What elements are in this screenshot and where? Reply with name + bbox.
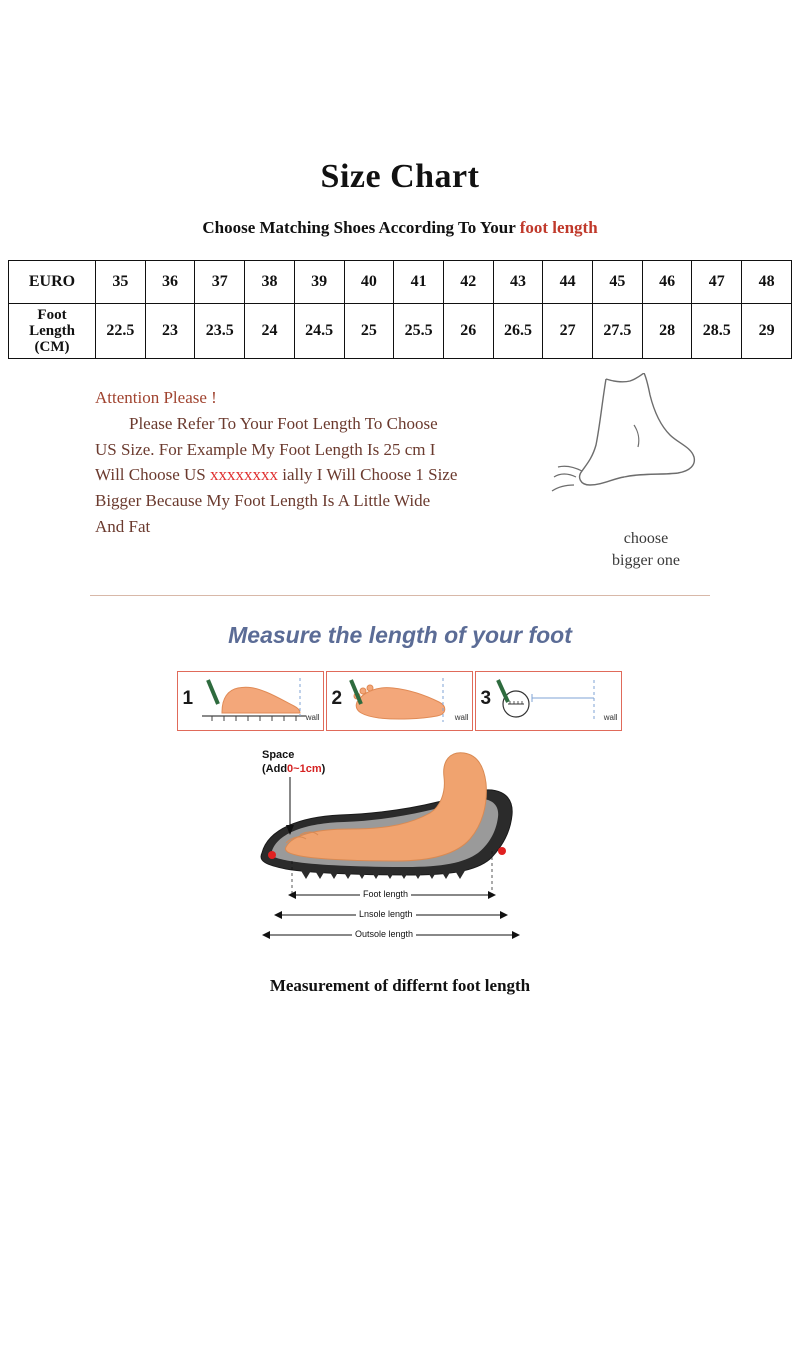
row-header-line1: Foot	[37, 306, 67, 323]
table-cell: 36	[145, 261, 195, 304]
row-header-line2: Length	[29, 322, 75, 339]
attention-redacted-size: xxxxxxxx	[210, 465, 279, 485]
measure-steps	[0, 671, 800, 731]
subtitle-prefix: Choose Matching Shoes According To Your	[202, 218, 520, 237]
table-cell: 41	[394, 261, 444, 304]
page-subtitle	[0, 218, 800, 238]
table-cell: 38	[245, 261, 295, 304]
table-cell: 28.5	[692, 304, 742, 359]
measure-step-3	[475, 671, 622, 731]
attention-line-1: Please Refer To Your Foot Length To Choose	[129, 413, 438, 433]
measure-step-2	[326, 671, 473, 731]
table-cell: 45	[593, 261, 643, 304]
wall-label: wall	[454, 713, 469, 722]
dimension-label-foot-length: Foot length	[360, 889, 411, 899]
subtitle-highlight: foot length	[519, 218, 598, 237]
diagram-caption: Measurement of differnt foot length	[269, 976, 531, 995]
shoe-foot-svg	[0, 743, 800, 958]
table-cell: 42	[443, 261, 493, 304]
attention-heading: Attention Please !	[95, 388, 217, 407]
table-cell: 27.5	[593, 304, 643, 359]
table-cell: 23.5	[195, 304, 245, 359]
dimension-label-outsole-length: Outsole length	[352, 929, 416, 939]
section-divider	[90, 595, 710, 596]
row-header-line3: (CM)	[34, 339, 70, 356]
attention-line-3	[95, 462, 565, 488]
choose-caption-line1: choose	[623, 530, 669, 547]
table-cell: 40	[344, 261, 394, 304]
page-title: Size Chart	[320, 158, 480, 195]
measure-step-1	[177, 671, 324, 731]
foot-outline-icon	[550, 373, 720, 518]
dimension-label-insole-length: Lnsole length	[356, 909, 416, 919]
table-cell: 48	[742, 261, 792, 304]
attention-text	[95, 385, 565, 540]
table-cell: 39	[294, 261, 344, 304]
step-number: 3	[480, 688, 492, 709]
table-cell: 27	[543, 304, 593, 359]
row-header-foot-length	[9, 304, 96, 359]
measure-section-title: Measure the length of your foot	[228, 622, 572, 648]
table-cell: 24	[245, 304, 295, 359]
attention-block	[0, 385, 800, 585]
choose-bigger-caption	[576, 528, 716, 571]
step-number: 1	[182, 688, 194, 709]
table-cell: 43	[493, 261, 543, 304]
space-label-line1: Space	[262, 749, 295, 761]
table-cell: 23	[145, 304, 195, 359]
size-table-container	[8, 260, 792, 359]
table-cell: 37	[195, 261, 245, 304]
size-chart-page	[0, 158, 800, 1358]
table-cell: 26	[443, 304, 493, 359]
wall-label: wall	[603, 713, 618, 722]
table-cell: 28	[642, 304, 692, 359]
attention-line-2: US Size. For Example My Foot Length Is 25 cm I	[95, 439, 436, 459]
table-cell: 26.5	[493, 304, 543, 359]
table-cell: 35	[96, 261, 146, 304]
space-label-suffix: )	[321, 762, 326, 775]
row-header-euro: EURO	[9, 261, 96, 304]
attention-line-3b: ially I Will Choose 1 Size	[278, 465, 458, 485]
table-cell: 29	[742, 304, 792, 359]
attention-line-3a: Will Choose US	[95, 465, 211, 485]
table-cell: 44	[543, 261, 593, 304]
foot-measurement-diagram	[0, 743, 800, 958]
size-table	[8, 260, 792, 359]
table-cell: 24.5	[294, 304, 344, 359]
space-label-value: 0~1cm	[287, 762, 322, 775]
table-row-foot-length	[9, 304, 792, 359]
choose-caption-line2: bigger one	[612, 551, 680, 569]
table-cell: 25	[344, 304, 394, 359]
table-cell: 22.5	[96, 304, 146, 359]
attention-line-5: And Fat	[95, 517, 151, 537]
table-cell: 25.5	[394, 304, 444, 359]
space-label-prefix: (Add	[262, 762, 288, 775]
step-number: 2	[331, 688, 343, 709]
wall-label: wall	[305, 713, 320, 722]
table-cell: 46	[642, 261, 692, 304]
table-cell: 47	[692, 261, 742, 304]
attention-line-4: Bigger Because My Foot Length Is A Little Wide	[95, 491, 431, 511]
table-row-euro	[9, 261, 792, 304]
